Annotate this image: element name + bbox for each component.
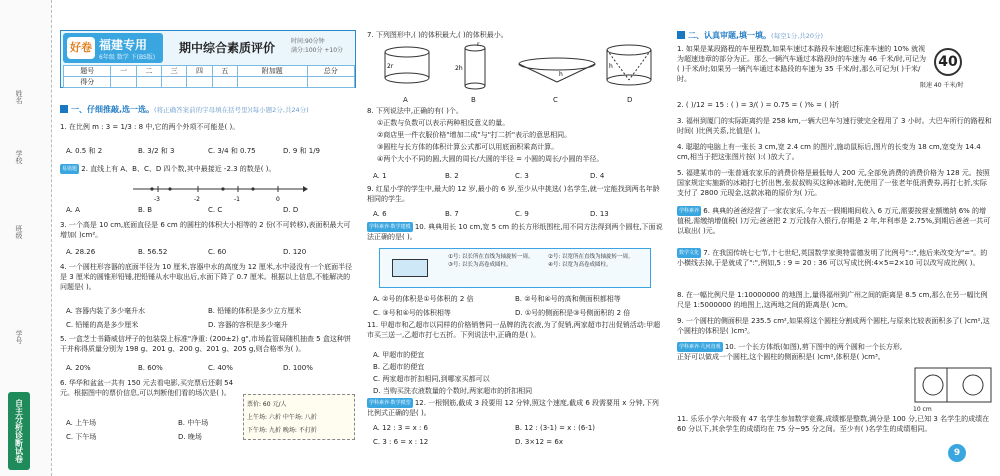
question-5: 5. 一盒芝士书籍威信坪子的包装袋上标准"净重: (200±2) g",市场监管局随机抽查 5 盒这种饼干并称得质量分别为 198 g、201 g、200 g、201 g、205 g,则合格率为( )。 (60, 335, 351, 353)
page-title: 期中综合素质评价 (179, 41, 276, 55)
tick-label: -2 (194, 196, 200, 203)
score-cell[interactable] (162, 77, 187, 88)
class-label: 班级 (15, 225, 23, 239)
shape-label: A (403, 96, 408, 104)
option[interactable]: C. ③号和④号的体积相等 (373, 309, 451, 317)
question-badge: 学科素养·数学模型 (369, 400, 411, 406)
ticket-price-board (243, 394, 355, 440)
option[interactable]: C. 9 (515, 210, 529, 218)
dim-label: h (559, 71, 563, 78)
option[interactable]: C. 40% (208, 364, 233, 372)
option[interactable]: D. 当购买洗衣液数量的个数时,两家超市的折扣相同 (373, 387, 533, 395)
fill-2: 2. ( )/12 = 15 : ( ) = 3/( ) = 0.75 = ( )% = ( )折 (677, 101, 839, 109)
ticket-line: 上午场: 六折 中午场: 八折 (247, 414, 317, 421)
fig-note (548, 253, 650, 269)
question-4: 4. 一个圆柱形容器的底面半径为 10 厘米,容器中水的高度为 12 厘米,水中浸没有一个底面半径是 3 厘米的圆锥形铅锤,把铅锤从水中取出后,水面下降了 0.7 厘米。根据以上信息,不能解决的问题是( )。 (60, 263, 353, 291)
section-2-note: (每空1分,共20分) (771, 32, 824, 40)
fill-3: 3. 福州到厦门的实际距离约是 258 km,一辆大巴车匀速行驶完全程用了 3 小时。大巴车所行的路程和时间( )比例关系,比值是( )。 (677, 117, 992, 135)
fig-note-4: ④号: 以宽为高卷成圆柱。 (548, 262, 612, 268)
fill-10-text: 10. 一个长方体纸(如图),剪下图中的两个圆和一个长方形,正好可以做成一个圆柱,这个圆柱的侧面积是( )cm²,体积是( )cm³。 (677, 343, 903, 361)
question-9: 9. 红星小学的学生中,最大的 12 岁,最小的 6 岁,至少从中挑选( )名学生,就一定能找到两名年龄相同的学生。 (367, 185, 660, 203)
option[interactable]: D. 晚场 (178, 433, 202, 441)
score-cell[interactable] (307, 77, 355, 88)
option[interactable]: B. 3/2 和 3 (138, 147, 175, 155)
dim-label: r (477, 42, 480, 48)
fill-7-text: 7. 在我国传统七七节,十七世纪,英国数学家奥特雷德发明了比例号"::",他后来改变为"="。的小横线去掉,于是就成了":",例如,5 : 9 = 20 : 36 可以写成比例:4×5=2×10 可以改写成比例( )。 (677, 249, 988, 267)
dim-label: h (609, 63, 613, 70)
speed-limit-sign: 40 (934, 48, 962, 76)
score-cell[interactable] (212, 77, 237, 88)
score-head: 三 (162, 66, 187, 77)
shape-label: D (627, 96, 633, 104)
option[interactable]: C. 两家超市折扣相同,到哪家买都可以 (373, 375, 490, 383)
fill-9: 9. 一个圆柱的侧面积是 235.5 cm²,如果将这个圆柱分割成两个圆柱,与原来比较表面积多了( )cm²,这个圆柱的体积是( )cm³。 (677, 317, 990, 335)
school-label: 学校 (15, 150, 23, 164)
score-head: 四 (187, 66, 212, 77)
option[interactable]: D. 100% (283, 364, 313, 372)
option[interactable]: B. 乙超市的便宜 (373, 363, 425, 371)
question-10 (367, 222, 663, 242)
fill-1: 1. 如果是某段路程的车里程数,如果车速过本路段车速超过标准车速的 10% 就视为超速违章的部分为正。那么一辆汽车通过本路段时的车速为 46 千米/时,可记为( )千米/时;如果另一辆汽车通过本路段的车速为 35 千米/时,那么可记为( )千米/时。 (677, 45, 926, 83)
question-badge: 数学文化 (679, 250, 700, 256)
score-table (63, 65, 355, 88)
fig-note (448, 253, 543, 269)
page-number: 9 (948, 444, 966, 462)
option[interactable]: A. ②号的体积是①号体积的 2 倍 (373, 295, 474, 303)
option[interactable]: A. A (66, 206, 80, 214)
option[interactable]: C. 3 (515, 172, 529, 180)
tick-label: -1 (234, 196, 240, 203)
question-3: 3. 一个高是 10 cm,底面直径是 6 cm 的圆柱的体积大小相等的 2 份(不可转移),表面积最大可增加( )cm²。 (60, 221, 351, 239)
header (60, 30, 356, 88)
option[interactable]: B. 2 (445, 172, 459, 180)
question-7: 7. 下列图形中,( )的体积最大,( )的体积最小。 (367, 31, 508, 39)
option[interactable]: D. 4 (590, 172, 605, 180)
ticket-line: 票价: 60 元/人 (247, 401, 287, 408)
shape-label: C (553, 96, 558, 104)
option[interactable]: D. D (283, 206, 299, 214)
question-10-text: 10. 典典用长 10 cm,宽 5 cm 的长方形纸围柱,用不同方法得到两个圆柱,下面说法正确的是( )。 (367, 223, 663, 241)
shapes-figure (367, 42, 663, 94)
option[interactable]: B. 56.52 (138, 248, 168, 256)
fill-7 (677, 248, 993, 268)
question-2-text: 2. 直线上有 A、B、C、D 四个数,其中最接近 -2.3 的数是( )。 (81, 165, 276, 173)
option[interactable]: D. 9 和 1/9 (283, 147, 321, 155)
score-cell[interactable] (136, 77, 161, 88)
fill-4: 4. 聪聪的电脑上有一张长 3 cm,宽 2.4 cm 的图片,施动鼠标后,图片的长变为 18 cm,宽变为 14.4 cm,相当于把这张图片按( ):( )放大了。 (677, 143, 981, 161)
question-badge: 学科素养·几何直观 (679, 344, 721, 350)
score-cell[interactable] (111, 77, 136, 88)
option[interactable]: C. 60 (208, 248, 227, 256)
spine-label: 自主分析诊断试卷 (8, 392, 30, 470)
dim-label: 10 cm (913, 406, 932, 413)
column-2 (365, 0, 665, 476)
option[interactable]: D. 3×12 = 6x (515, 438, 563, 446)
fill-6-text: 6. 典典的爸爸经营了一家农家乐,今年五一假期期间收入 6 万元,需要按营业额缴纳 6% 的增值税,需缴纳增值税( )万元;爸爸把 2 万元钱存入银行,存期是 2 年,年利率是 2.75%,到期后爸爸一共可以取出( )元。 (677, 207, 991, 235)
option[interactable]: C. 3 : 6 = x : 12 (373, 438, 429, 446)
statement: ③圆柱与长方体的体积计算公式都可以用底面积乘高计算。 (377, 143, 559, 151)
option[interactable]: D. 120 (283, 248, 307, 256)
section-1-note: (将正确答案前的字母填在括号里)(每小题2分,共24分) (154, 106, 309, 114)
tick-label: -3 (154, 196, 160, 203)
brand-logo: 好卷 (67, 37, 95, 59)
fill-6 (677, 206, 993, 236)
fill-11: 11. 乐乐小学六年级有 47 名学生参加数学竞赛,成绩都是整数,满分是 100 分,已知 3 名学生的成绩在 60 分以下,其余学生的成绩均在 75 分~95 分之间。至少有( )名学生的成绩相同。 (677, 415, 990, 433)
question-1: 1. 在比例 m : 3 = 1/3 : 8 中,它的两个外项不可能是( )。 (60, 123, 240, 131)
id-label: 学号 (15, 330, 23, 344)
section-1-heading: 一、仔细推敲,选一选。 (71, 105, 155, 114)
option[interactable]: C. 3/4 和 0.75 (208, 147, 256, 155)
statement: ①正数与负数可以表示两种相反意义的量。 (377, 119, 510, 127)
brand-banner (63, 33, 163, 63)
section-icon (677, 31, 685, 39)
option[interactable]: A. 甲超市的便宜 (373, 351, 425, 359)
speed-limit-label: 限速 40 千米/时 (920, 82, 964, 89)
option[interactable]: B. 7 (445, 210, 459, 218)
option[interactable]: D. 13 (590, 210, 609, 218)
fig-note-1: ①号: 以长所在直线为轴旋转一周。 (448, 254, 534, 260)
score-cell[interactable] (237, 77, 307, 88)
name-label: 姓名 (15, 90, 23, 104)
dim-label: 2r (387, 63, 394, 70)
statement: ④两个大小不同的圆,大圆的周长/大圆的半径 = 小圆的周长/小圆的半径。 (377, 155, 604, 163)
option[interactable]: B. 60% (138, 364, 163, 372)
option[interactable]: A. 20% (66, 364, 91, 372)
option[interactable]: A. 6 (373, 210, 387, 218)
score-head: 五 (212, 66, 237, 77)
tick-label: 0 (276, 196, 280, 203)
section-icon (60, 105, 68, 113)
number-line (128, 174, 308, 204)
option[interactable]: C. C (208, 206, 223, 214)
option[interactable]: A. 上午场 (66, 419, 97, 427)
cylinder-net-figure (913, 366, 993, 406)
question-11: 11. 甲超市和乙超市以同样的价格销售同一品牌的洗衣液,为了促销,两家超市打出促销活动:甲超市买三送一,乙超市打七五折。下列说法中,正确的是( )。 (367, 321, 661, 339)
ticket-line: 下午场: 九折 晚场: 不打折 (247, 427, 317, 434)
option[interactable]: D. ①号的侧面积是③号侧面积的 2 倍 (515, 309, 631, 317)
option[interactable]: A. 12 : 3 = x : 6 (373, 424, 429, 432)
option[interactable]: B. 12 : (3-1) = x : (6-1) (515, 424, 596, 432)
brand-subtitle: 6年级 数学 下(BS版) (99, 54, 156, 61)
option[interactable]: A. 容器内装了多少毫升水 (66, 307, 146, 315)
question-badge: 易错题 (62, 166, 78, 172)
question-badge: 学科素养·数学建模 (369, 224, 411, 230)
option[interactable]: B. 铅锤的体积是多少立方厘米 (208, 307, 302, 315)
rectangle-shape (392, 259, 428, 277)
option[interactable]: B. 中午场 (178, 419, 209, 427)
fill-10 (677, 342, 907, 362)
section-1-title (60, 104, 309, 115)
brand-title: 福建专用 (99, 38, 148, 52)
option[interactable]: C. 铅锤的高是多少厘米 (66, 321, 139, 329)
statement: ②商店里一件衣服价格"增加二成"与"打二折"表示的意思相同。 (377, 131, 572, 139)
exam-meta (291, 37, 343, 55)
score-label: 得分 (64, 77, 111, 88)
option[interactable]: A. 0.5 和 2 (66, 147, 103, 155)
q10-figure (379, 248, 651, 288)
option[interactable]: B. ②号和④号的高和侧面积都相等 (515, 295, 621, 303)
question-8: 8. 下列说法中,正确的有( )个。 (367, 107, 463, 115)
score-head: 附加题 (237, 66, 307, 77)
option[interactable]: B. B (138, 206, 153, 214)
fig-note-3: ③号: 以长为高卷成圆柱。 (448, 262, 512, 268)
exam-time: 时间:90分钟 (291, 38, 325, 45)
dim-label: 2h (455, 65, 463, 72)
exam-full-score: 满分:100分 +10分 (291, 47, 344, 54)
fill-8: 8. 在一幅比例尺是 1:10000000 的地图上,量得福州到广州之间的距离是 8.5 cm,那么在另一幅比例尺是 1:5000000 的地图上,这两地之间的距离是( )cm。 (677, 291, 988, 309)
fig-note-2: ②号: 以宽所在直线为轴旋转一周。 (548, 254, 634, 260)
score-head: 题号 (64, 66, 111, 77)
question-6: 6. 华华和盆盆一共有 150 元去看电影,买完票后还剩 54 元。根据图中的票价信息,可以判断他们看的场次是( )。 (60, 379, 234, 397)
question-badge: 学科素养 (679, 208, 700, 214)
option[interactable]: A. 28.26 (66, 248, 96, 256)
score-head: 二 (136, 66, 161, 77)
question-12-text: 12. 一根钢筋,截成 3 段要用 12 分钟,照这个速度,截成 6 段需要用 x 分钟,下列比例式正确的是( )。 (367, 399, 659, 417)
option[interactable]: A. 1 (373, 172, 387, 180)
section-2-heading: 二、认真审题,填一填。 (688, 31, 772, 40)
section-2-title (677, 30, 823, 41)
binding-margin (0, 0, 52, 476)
score-head: 一 (111, 66, 136, 77)
score-cell[interactable] (187, 77, 212, 88)
column-1 (58, 0, 358, 476)
shape-label: B (471, 96, 476, 104)
score-head: 总分 (307, 66, 355, 77)
question-2 (60, 164, 356, 174)
option[interactable]: C. 下午场 (66, 433, 97, 441)
question-12 (367, 398, 663, 418)
option[interactable]: D. 容器的容积是多少毫升 (208, 321, 288, 329)
fill-5: 5. 福建某市的一张普通农家乐的消费价格是最低每人 200 元,全部免消费的消费价格为 128 元。按照国家规定实施新的冰箱打七折出售,张叔叔购买这种冰箱时,先使用了一张老年低消费券,再打七折,实际支付了 2800 元现金,这款冰箱的原价为( )元。 (677, 169, 990, 197)
